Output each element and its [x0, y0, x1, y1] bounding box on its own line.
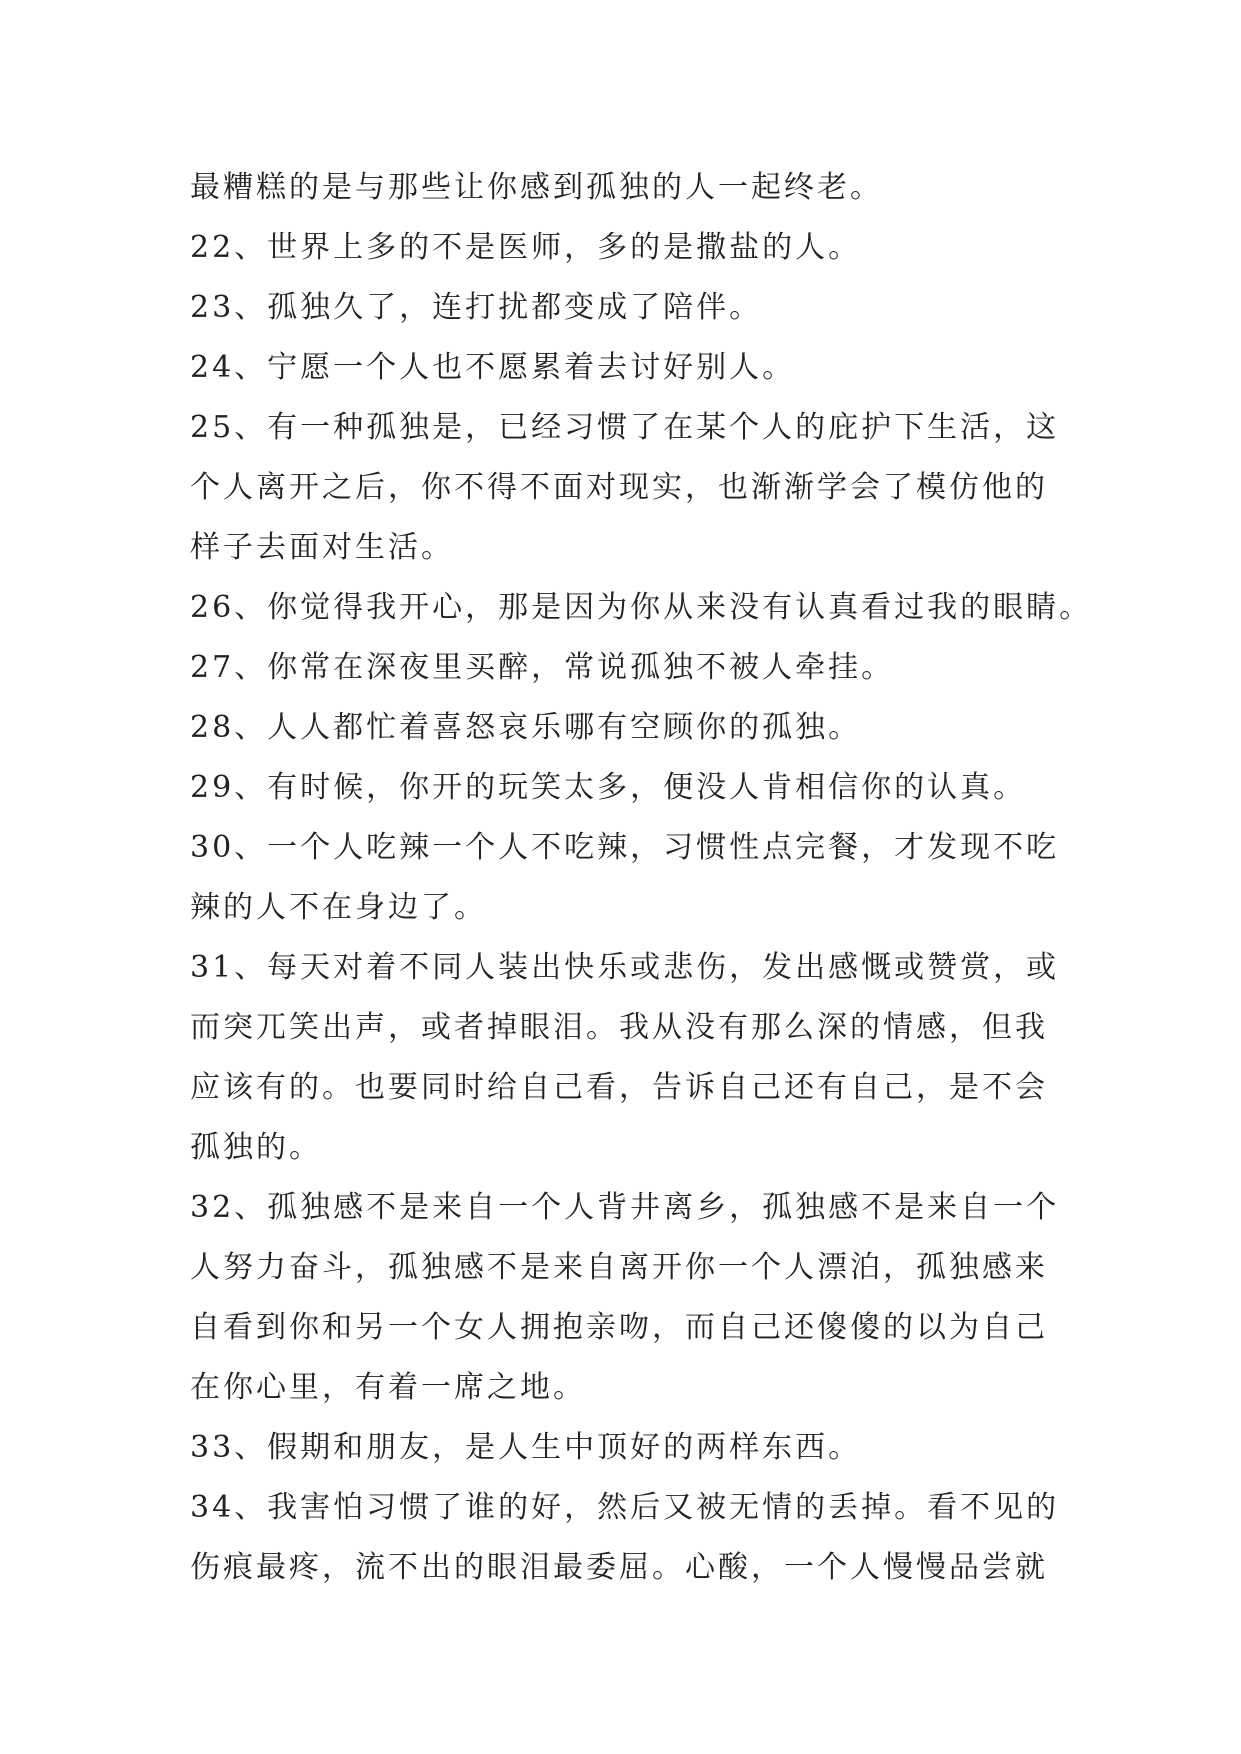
- text-line: 应该有的。也要同时给自己看，告诉自己还有自己，是不会: [190, 1070, 1048, 1105]
- text-line: 伤痕最疼，流不出的眼泪最委屈。心酸，一个人慢慢品尝就: [190, 1550, 1048, 1585]
- text-line: 23、孤独久了，连打扰都变成了陪伴。: [190, 290, 763, 325]
- text-line: 孤独的。: [190, 1130, 322, 1165]
- text-line: 个人离开之后，你不得不面对现实，也渐渐学会了模仿他的: [190, 470, 1048, 505]
- text-line: 辣的人不在身边了。: [190, 890, 487, 925]
- text-line: 人努力奋斗，孤独感不是来自离开你一个人漂泊，孤独感来: [190, 1250, 1048, 1285]
- text-line: 34、我害怕习惯了谁的好，然后又被无情的丢掉。看不见的: [190, 1490, 1060, 1525]
- text-line: 最糟糕的是与那些让你感到孤独的人一起终老。: [190, 170, 883, 205]
- text-line: 样子去面对生活。: [190, 530, 454, 565]
- text-line: 自看到你和另一个女人拥抱亲吻，而自己还傻傻的以为自己: [190, 1310, 1048, 1345]
- text-line: 28、人人都忙着喜怒哀乐哪有空顾你的孤独。: [190, 710, 862, 745]
- text-line: 26、你觉得我开心，那是因为你从来没有认真看过我的眼睛。: [190, 590, 1093, 625]
- document-body: [190, 158, 1093, 1598]
- text-line: 而突兀笑出声，或者掉眼泪。我从没有那么深的情感，但我: [190, 1010, 1048, 1045]
- text-line: 27、你常在深夜里买醉，常说孤独不被人牵挂。: [190, 650, 895, 685]
- text-line: 30、一个人吃辣一个人不吃辣，习惯性点完餐，才发现不吃: [190, 830, 1060, 865]
- text-line: 29、有时候，你开的玩笑太多，便没人肯相信你的认真。: [190, 770, 1027, 805]
- text-line: 24、宁愿一个人也不愿累着去讨好别人。: [190, 350, 796, 385]
- text-line: 33、假期和朋友，是人生中顶好的两样东西。: [190, 1430, 862, 1465]
- text-line: 31、每天对着不同人装出快乐或悲伤，发出感慨或赞赏，或: [190, 950, 1060, 985]
- text-line: 25、有一种孤独是，已经习惯了在某个人的庇护下生活，这: [190, 410, 1060, 445]
- text-line: 在你心里，有着一席之地。: [190, 1370, 586, 1405]
- text-line: 32、孤独感不是来自一个人背井离乡，孤独感不是来自一个: [190, 1190, 1060, 1225]
- text-line: 22、世界上多的不是医师，多的是撒盐的人。: [190, 230, 862, 265]
